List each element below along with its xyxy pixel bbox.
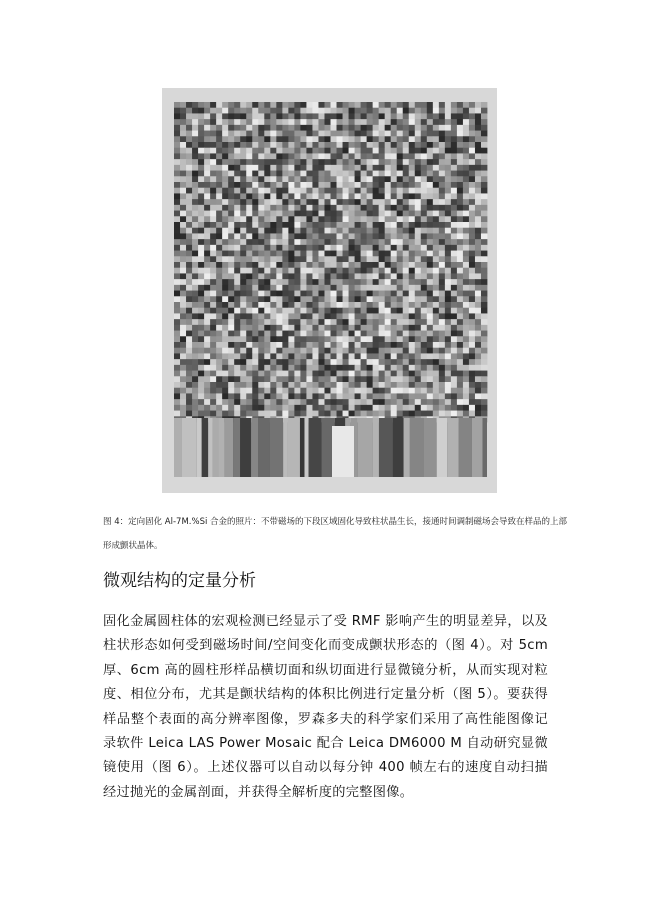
body-paragraph: 固化金属圆柱体的宏观检测已经显示了受 RMF 影响产生的明显差异，以及柱状形态如何受到磁场时间/空间变化而变成颤状形态的（图 4）。对 5cm 厚、6cm 高的圆柱形样品横切面和纵切面进行显微镜分析，从而实现对粒度、相位分布，尤其是颤状结构的体积比例进行定量分析（图 5）。要获得样品整个表面的高分辨率图像，罗森多夫的科学家们采用了高性能图像记录软件 Leica LAS Power Mosaic 配合 Leica DM6000 M 自动研究显微镜使用（图 6）。上述仪器可以自动以每分钟 400 帧左右的速度自动扫描经过抛光的金属剖面，并获得全解析度的完整图像。: [103, 614, 548, 800]
micrograph-figure: [162, 88, 497, 493]
alloy-sample-photo: [162, 88, 497, 493]
figure-caption: 图 4：定向固化 Al-7M.%Si 合金的照片：不带磁场的下段区域固化导致柱状晶生长，接通时间调制磁场会导致在样品的上部形成颤状晶体。: [103, 517, 568, 551]
section-title: 微观结构的定量分析: [103, 571, 256, 591]
